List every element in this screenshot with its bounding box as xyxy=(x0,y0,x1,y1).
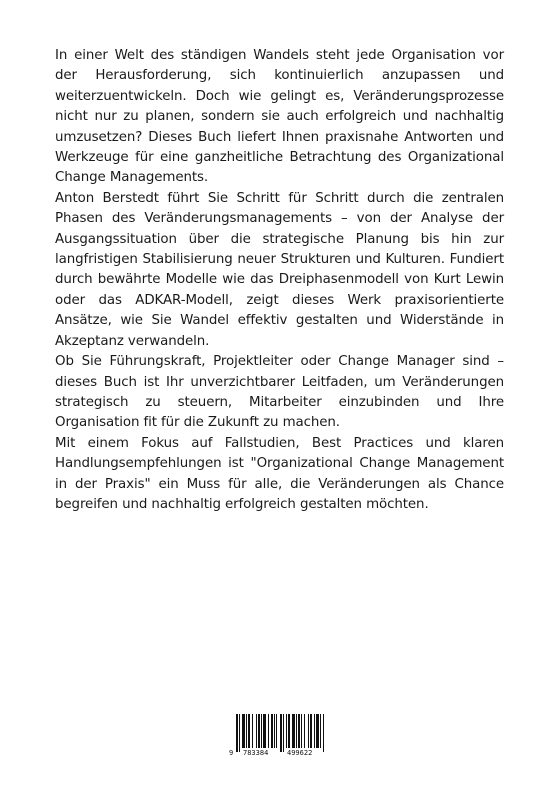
barcode-bar xyxy=(276,714,277,748)
barcode-bar xyxy=(256,714,257,748)
barcode-bar xyxy=(301,714,302,748)
barcode-right-group: 499622 xyxy=(287,749,313,757)
barcode-bar xyxy=(323,714,324,752)
barcode-bar xyxy=(268,714,269,748)
blurb-paragraph-4: Mit einem Fokus auf Fallstudien, Best Practices und klaren Handlungsempfehlungen ist "Organizational Change Management in der Praxis" ein Muss für alle, die Veränderungen als Chance begreifen und nachhaltig erfolgreich gestalten möchten. xyxy=(55,435,504,512)
barcode-bar xyxy=(316,714,319,748)
back-cover-blurb xyxy=(55,46,504,515)
barcode-bar xyxy=(292,714,295,748)
barcode-bar xyxy=(271,714,273,748)
isbn-barcode xyxy=(229,713,330,760)
barcode-bar xyxy=(298,714,300,748)
barcode-bar xyxy=(263,714,266,748)
barcode-bar xyxy=(252,714,253,748)
barcode-bar xyxy=(258,714,260,748)
barcode-bar xyxy=(236,714,238,752)
barcode-bar xyxy=(314,714,315,748)
barcode-bar xyxy=(296,714,297,748)
barcode-bar xyxy=(261,714,262,748)
barcode-bar xyxy=(274,714,275,748)
barcode-bar xyxy=(283,714,284,752)
barcode-bar xyxy=(248,714,250,748)
barcode-bar xyxy=(320,714,321,748)
barcode-bar xyxy=(308,714,309,748)
barcode-bar xyxy=(310,714,312,748)
barcode-bar xyxy=(304,714,305,748)
blurb-paragraph-3: Ob Sie Führungskraft, Projektleiter oder Change Manager sind – dieses Buch ist Ihr unverzichtbarer Leitfaden, um Veränderungen strategisch zu steuern, Mitarbeiter einzubinden und Ihre Organisation fit für die Zukunft zu machen. xyxy=(55,354,504,431)
barcode-first-digit: 9 xyxy=(229,749,234,757)
blurb-paragraph-1: In einer Welt des ständigen Wandels steht jede Organisation vor der Herausforderung, sich kontinuierlich anzupassen und weiterzuentwickeln. Doch wie gelingt es, Veränderungsprozesse nicht nur zu planen, sondern sie auch erfolgreich und nachhaltig umzusetzen? Dieses Buch liefert Ihnen praxisnahe Antworten und Werkzeuge für eine ganzheitliche Betrachtung des Organizational Change Managements. xyxy=(55,48,504,186)
barcode-bar xyxy=(288,714,290,748)
barcode-left-group: 783384 xyxy=(243,749,269,757)
barcode-bar xyxy=(246,714,247,748)
barcode-bar xyxy=(286,714,287,748)
barcode-bar xyxy=(242,714,245,748)
barcode-bar xyxy=(239,714,240,752)
blurb-paragraph-2: Anton Berstedt führt Sie Schritt für Schritt durch die zentralen Phasen des Veränderungsmanagements – von der Analyse der Ausgangssituation über die strategische Planung bis hin zur langfristigen Stabilisierung neuer Strukturen und Kulturen. Fundiert durch bewährte Modelle wie das Dreiphasenmodell von Kurt Lewin oder das ADKAR-Modell, zeigt dieses Werk praxisorientierte Ansätze, wie Sie Wandel effektiv gestalten und Widerstände in Akzeptanz verwandeln. xyxy=(55,190,504,349)
barcode-bar xyxy=(280,714,282,752)
